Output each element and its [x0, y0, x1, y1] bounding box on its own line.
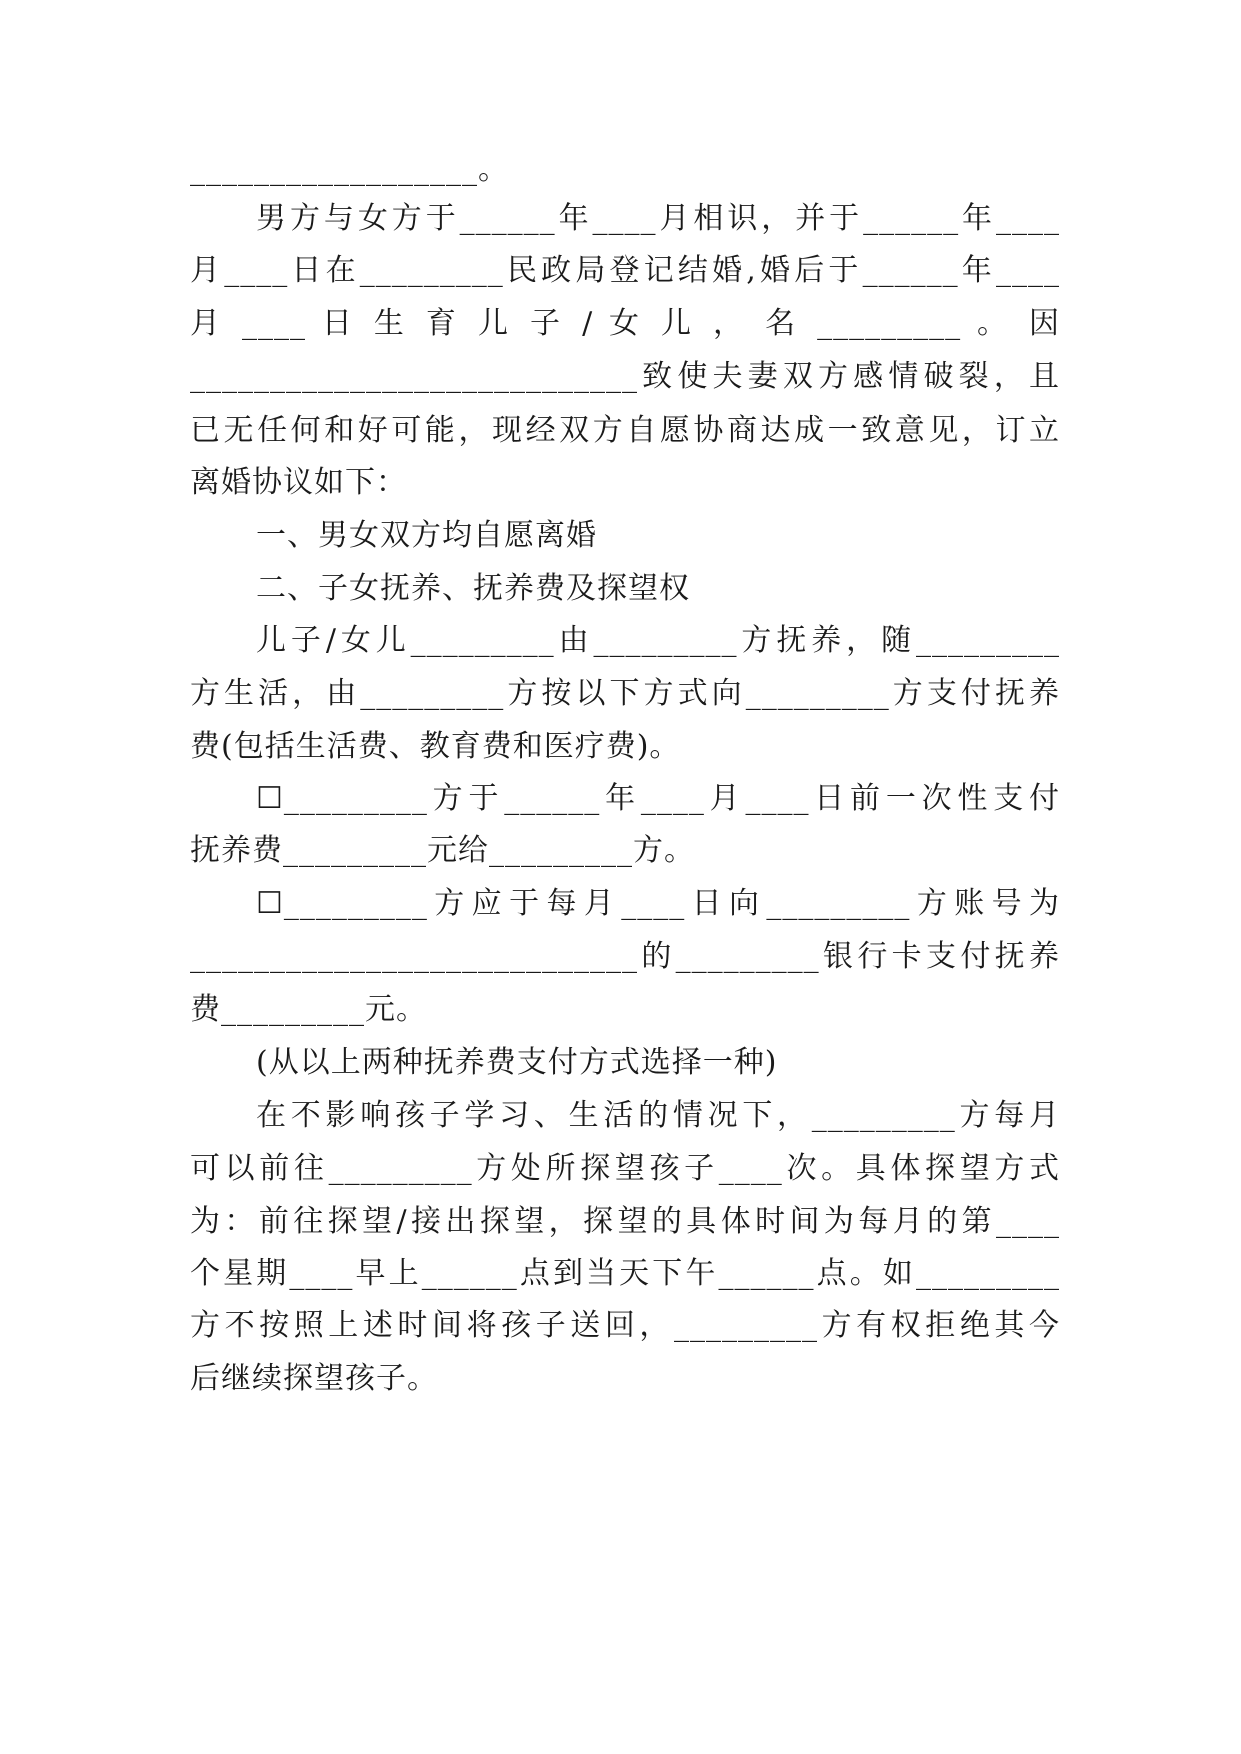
text-line-1: __________________。: [190, 152, 509, 187]
text-line-21: 为：前往探望/接出探望，探望的具体时间为每月的第____: [190, 1204, 1060, 1239]
text-line-13: ☐_________方于______年____月____日前一次性支付: [256, 781, 1060, 816]
text-line-5: ____________________________致使夫妻双方感情破裂，且: [190, 359, 1060, 394]
text-line-12: 费(包括生活费、教育费和医疗费)。: [190, 729, 681, 764]
text-line-23: 方不按照上述时间将孩子送回，_________方有权拒绝其今: [190, 1308, 1060, 1343]
text-line-16: ____________________________的_________银行卡支付抚养: [190, 939, 1060, 974]
text-line-10: 儿子/女儿_________由_________方抚养，随_________: [256, 623, 1060, 658]
text-line-7: 离婚协议如下：: [190, 465, 407, 500]
text-line-14: 抚养费_________元给_________方。: [190, 833, 695, 868]
text-line-8: 一、男女双方均自愿离婚: [256, 518, 597, 553]
text-line-20: 可以前往_________方处所探望孩子____次。具体探望方式: [190, 1151, 1060, 1186]
text-line-11: 方生活，由_________方按以下方式向_________方支付抚养: [190, 676, 1060, 711]
text-line-9: 二、子女抚养、抚养费及探望权: [256, 571, 690, 606]
text-line-4: 月 ____ 日 生 育 儿 子 / 女 儿 ， 名 _________ 。 因: [190, 306, 1060, 341]
text-line-15: ☐_________方应于每月____日向_________方账号为: [256, 886, 1060, 921]
text-line-2: 男方与女方于______年____月相识，并于______年____: [256, 201, 1060, 236]
text-line-18: (从以上两种抚养费支付方式选择一种): [256, 1045, 778, 1080]
text-line-17: 费_________元。: [190, 992, 427, 1027]
text-line-3: 月____日在_________民政局登记结婚,婚后于______年____: [190, 253, 1060, 288]
text-line-24: 后继续探望孩子。: [190, 1361, 438, 1396]
text-line-6: 已无任何和好可能，现经双方自愿协商达成一致意见，订立: [190, 413, 1060, 448]
text-line-19: 在不影响孩子学习、生活的情况下，_________方每月: [256, 1098, 1060, 1133]
text-line-22: 个星期____早上______点到当天下午______点。如_________: [190, 1256, 1060, 1291]
